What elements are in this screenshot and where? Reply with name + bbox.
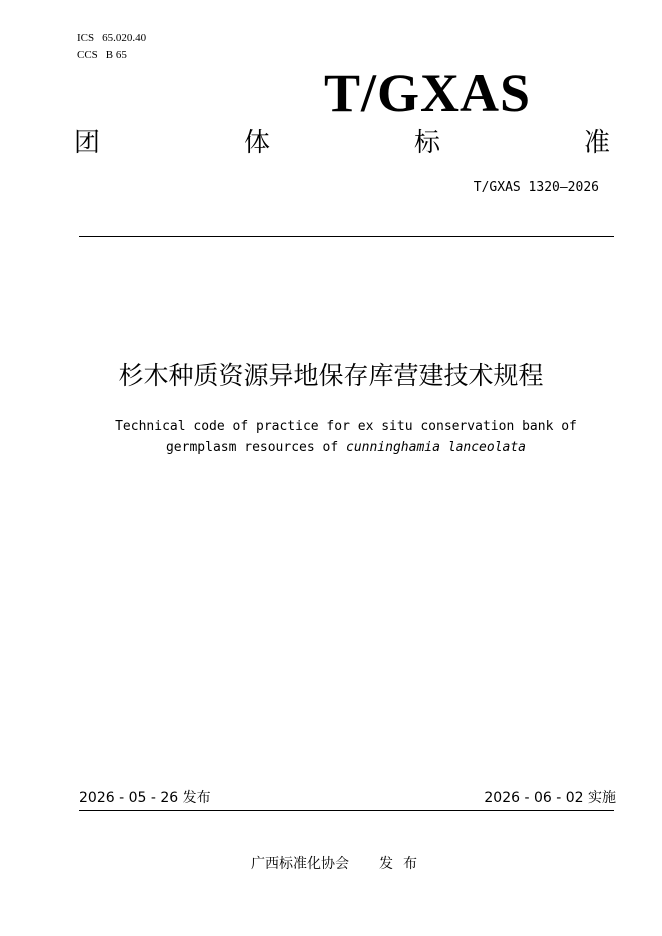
title-en-line-1: Technical code of practice for ex situ conservation bank of (115, 419, 577, 434)
standard-type (74, 128, 610, 158)
effective-date: 2026 - 06 - 02 实施 (484, 790, 616, 806)
footer-divider (79, 810, 614, 811)
ics-label: ICS (77, 32, 95, 44)
publisher-line (0, 855, 662, 873)
title-en-line-2-prefix: germplasm resources of (165, 440, 346, 455)
standard-logo: T/GXAS (324, 63, 532, 123)
standard-type-char: 准 (583, 128, 610, 158)
publisher-name: 广西标准化协会 (251, 856, 349, 872)
standard-type-char: 团 (74, 128, 101, 158)
standard-type-char: 标 (413, 128, 440, 158)
header-divider (79, 236, 614, 237)
ics-value: 65.020.40 (102, 32, 147, 44)
publish-word: 发布 (379, 856, 427, 872)
standard-type-char: 体 (243, 128, 270, 158)
species-name: cunninghamia lanceolata (346, 440, 527, 455)
ccs-label: CCS (77, 49, 98, 61)
document-title-en (0, 416, 662, 458)
title-en-line-2 (0, 437, 662, 458)
ccs-code (77, 49, 127, 62)
standard-number: T/GXAS 1320—2026 (473, 180, 599, 195)
publish-date: 2026 - 05 - 26 发布 (79, 790, 211, 806)
document-title-cn: 杉木种质资源异地保存库营建技术规程 (118, 361, 544, 390)
ics-code (77, 32, 146, 45)
ccs-value: B 65 (105, 49, 127, 61)
